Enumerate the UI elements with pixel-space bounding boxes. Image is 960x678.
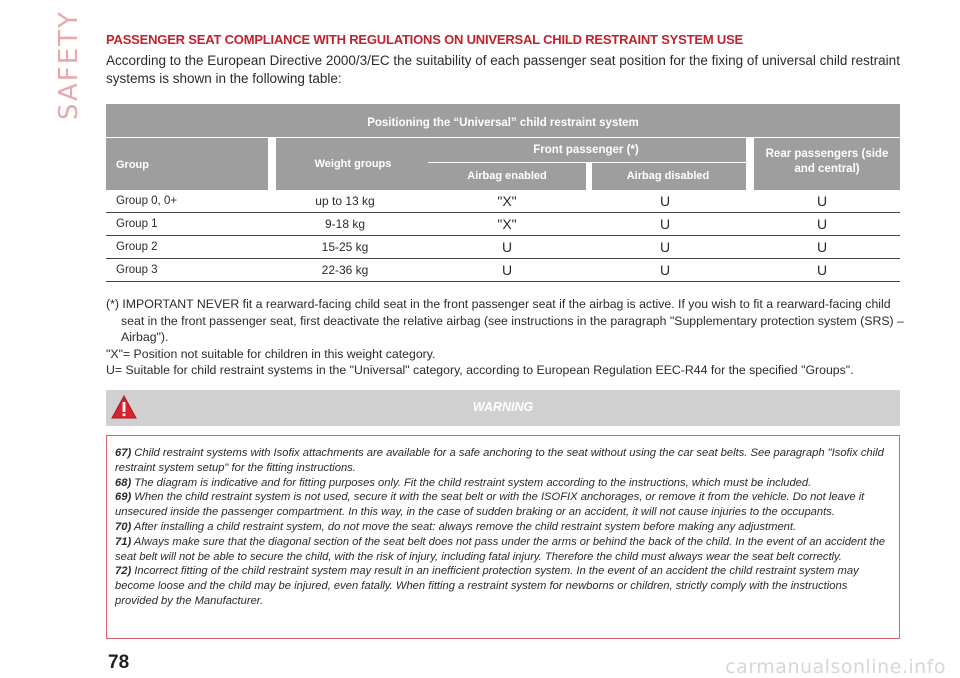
warning-item-text: Incorrect fitting of the child restraint system may result in an inefficient protection system. In the event of an accident the child restraint system may become loose and the child may be injured, even fatally. When fitting a restraint system for newborns or children, strictly comply with the instructions provided by the Manufacturer. <box>115 565 859 607</box>
warning-item-number: 71) <box>115 535 132 548</box>
header-front-passenger: Front passenger (*) <box>533 144 639 156</box>
cell-airbag-disabled: U <box>659 262 671 278</box>
cell-rear: U <box>816 216 828 232</box>
cell-weight: 15-25 kg <box>321 240 369 254</box>
warning-header-bar <box>106 390 900 426</box>
header-weight-groups: Weight groups <box>268 138 430 190</box>
warning-item-text: After installing a child restraint system, do not move the seat: always remove the child restraint system before making any adjustment. <box>133 520 797 533</box>
cell-airbag-enabled: "X" <box>497 193 517 209</box>
page-number: 78 <box>108 652 130 673</box>
cell-group: Group 1 <box>116 218 158 230</box>
cell-rear: U <box>816 239 828 255</box>
warning-item-text: When the child restraint system is not used, secure it with the seat belt or with the ISOFIX anchorages, or remove it from the vehicle. Do not leave it unsecured inside the passenger compartment. In this way, in the case of sudden braking or an accident, it will not cause injuries to the occupants. <box>115 491 865 519</box>
table-row <box>106 213 900 236</box>
note-u-definition: U= Suitable for child restraint systems in the "Universal" category, according to European Regulation EEC-R44 for the specified "Groups". <box>106 363 854 377</box>
warning-item-number: 67) <box>115 447 132 459</box>
note-x-definition: "X"= Position not suitable for children in this weight category. <box>106 346 436 361</box>
warning-item-number: 70) <box>115 520 132 533</box>
table-header <box>106 104 900 190</box>
cell-airbag-disabled: U <box>659 239 671 255</box>
cell-weight: up to 13 kg <box>315 194 375 208</box>
warning-box <box>106 435 900 639</box>
child-restraint-table <box>106 104 900 282</box>
warning-item-text: Always make sure that the diagonal section of the seat belt does not pass under the arms or behind the back of the child. In the event of an accident the seat belt will not be able to secure the child, with the risk of injury, including fatal injury. Therefore the child must always wear the seat belt correctly. <box>115 535 886 563</box>
table-notes <box>106 296 906 379</box>
warning-item <box>115 564 891 608</box>
note-important: (*) IMPORTANT NEVER fit a rearward-facing child seat in the front passenger seat if the airbag is active. If you wish to fit a rearward-facing child seat in the front passenger seat, first deactivate the relative airbag (see instructions in the paragraph "Supplementary protection system (SRS) – Airbag"). <box>106 297 904 344</box>
intro-paragraph: According to the European Directive 2000/3/EC the suitability of each passenger seat position for the fixing of universal child restraint systems is shown in the following table: <box>106 53 900 86</box>
cell-airbag-enabled: "X" <box>497 216 517 232</box>
cell-airbag-enabled: U <box>501 239 513 255</box>
warning-item-text: Child restraint systems with Isofix attachments are available for a safe anchoring to the seat without using the car seat belts. See paragraph "Isofix child restraint system setup" for the fitting instructions. <box>115 447 884 474</box>
warning-item-number: 68) <box>115 476 132 489</box>
cell-weight: 22-36 kg <box>321 263 369 277</box>
warning-item <box>115 446 891 476</box>
warning-label: WARNING <box>472 400 534 414</box>
cell-rear: U <box>816 193 828 209</box>
section-side-label: SAFETY <box>54 10 84 120</box>
warning-item-number: 72) <box>115 565 132 578</box>
cell-group: Group 0, 0+ <box>116 195 178 207</box>
header-group: Group <box>116 159 149 171</box>
cell-airbag-disabled: U <box>659 216 671 232</box>
warning-item <box>115 476 891 491</box>
table-row <box>106 190 900 213</box>
warning-item-text: The diagram is indicative and for fitting purposes only. Fit the child restraint system according to the instructions, which must be included. <box>134 476 812 489</box>
cell-airbag-enabled: U <box>501 262 513 278</box>
header-airbag-enabled: Airbag enabled <box>467 170 547 182</box>
cell-group: Group 2 <box>116 241 158 253</box>
header-airbag-disabled: Airbag disabled <box>586 163 744 190</box>
warning-item-number: 69) <box>115 491 132 504</box>
warning-item <box>115 490 891 520</box>
table-row <box>106 236 900 259</box>
section-title: PASSENGER SEAT COMPLIANCE WITH REGULATIONS ON UNIVERSAL CHILD RESTRAINT SYSTEM USE <box>106 32 744 47</box>
cell-group: Group 3 <box>116 264 158 276</box>
warning-item <box>115 520 891 535</box>
watermark: carmanualsonline.info <box>725 656 946 678</box>
table-row <box>106 259 900 282</box>
header-rear-passengers: Rear passengers (side and central) <box>746 138 900 190</box>
table-span-title: Positioning the “Universal” child restraint system <box>367 117 639 129</box>
cell-rear: U <box>816 262 828 278</box>
cell-weight: 9-18 kg <box>324 217 366 231</box>
cell-airbag-disabled: U <box>659 193 671 209</box>
warning-item <box>115 535 891 565</box>
